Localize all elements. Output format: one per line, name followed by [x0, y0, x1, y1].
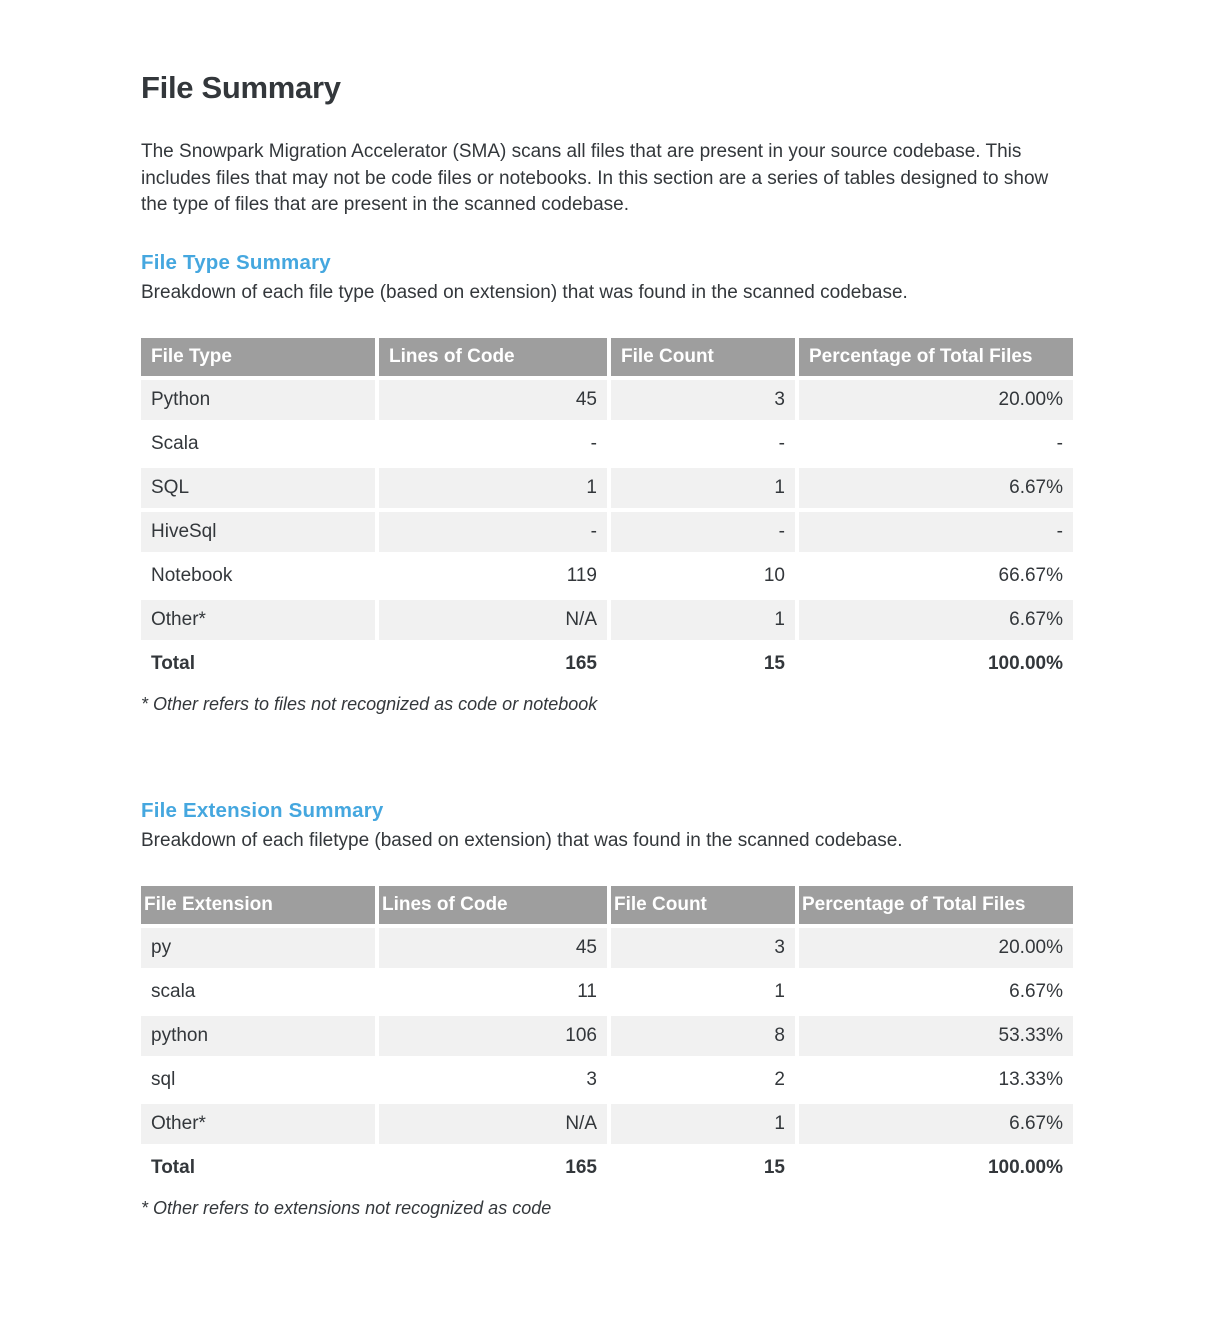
value-cell: 6.67% [799, 600, 1073, 640]
column-header: File Type [141, 338, 375, 376]
row-label-cell: Total [141, 644, 375, 684]
file-extension-summary-table [137, 882, 1077, 1192]
row-label-cell: sql [141, 1060, 375, 1100]
value-cell: - [799, 424, 1073, 464]
value-cell: - [379, 424, 607, 464]
value-cell: N/A [379, 600, 607, 640]
value-cell: 100.00% [799, 644, 1073, 684]
row-label-cell: Other* [141, 1104, 375, 1144]
row-label-cell: Python [141, 380, 375, 420]
column-header: File Extension [141, 886, 375, 924]
table-row [141, 512, 1073, 552]
file-type-summary-table [137, 334, 1077, 688]
section-description-file-type: Breakdown of each file type (based on extension) that was found in the scanned codebase. [141, 281, 908, 303]
value-cell: 100.00% [799, 1148, 1073, 1188]
value-cell: 1 [611, 468, 795, 508]
row-label-cell: SQL [141, 468, 375, 508]
value-cell: 1 [379, 468, 607, 508]
value-cell: 119 [379, 556, 607, 596]
row-label-cell: Scala [141, 424, 375, 464]
table-row [141, 556, 1073, 596]
row-label-cell: python [141, 1016, 375, 1056]
value-cell: 1 [611, 1104, 795, 1144]
section-file-extension-summary [141, 800, 1077, 1220]
column-header: Lines of Code [379, 338, 607, 376]
table-row [141, 424, 1073, 464]
value-cell: - [611, 424, 795, 464]
row-label-cell: scala [141, 972, 375, 1012]
table-row [141, 468, 1073, 508]
row-label-cell: Total [141, 1148, 375, 1188]
page-title: File Summary [141, 70, 341, 105]
value-cell: - [799, 512, 1073, 552]
column-header: File Count [611, 886, 795, 924]
table-row [141, 1148, 1073, 1188]
column-header: Lines of Code [379, 886, 607, 924]
file-type-footnote: * Other refers to files not recognized as code or notebook [141, 693, 598, 714]
value-cell: - [379, 512, 607, 552]
value-cell: N/A [379, 1104, 607, 1144]
value-cell: 20.00% [799, 928, 1073, 968]
value-cell: 20.00% [799, 380, 1073, 420]
value-cell: 11 [379, 972, 607, 1012]
value-cell: 6.67% [799, 972, 1073, 1012]
table-header-row [141, 886, 1073, 924]
row-label-cell: Notebook [141, 556, 375, 596]
value-cell: 15 [611, 644, 795, 684]
value-cell: 3 [611, 928, 795, 968]
row-label-cell: HiveSql [141, 512, 375, 552]
column-header: Percentage of Total Files [799, 886, 1073, 924]
section-file-type-summary [141, 252, 1077, 716]
table-row [141, 972, 1073, 1012]
document-content [141, 72, 1077, 1220]
section-description-file-extension: Breakdown of each filetype (based on extension) that was found in the scanned codebase. [141, 829, 903, 851]
row-label-cell: py [141, 928, 375, 968]
value-cell: 1 [611, 600, 795, 640]
table-row [141, 1016, 1073, 1056]
value-cell: 45 [379, 380, 607, 420]
value-cell: 53.33% [799, 1016, 1073, 1056]
value-cell: 6.67% [799, 468, 1073, 508]
table-row [141, 1060, 1073, 1100]
value-cell: 13.33% [799, 1060, 1073, 1100]
value-cell: 106 [379, 1016, 607, 1056]
value-cell: 3 [379, 1060, 607, 1100]
table-row [141, 1104, 1073, 1144]
value-cell: - [611, 512, 795, 552]
value-cell: 10 [611, 556, 795, 596]
section-heading-file-extension-summary: File Extension Summary [141, 798, 384, 822]
table-row [141, 644, 1073, 684]
intro-paragraph: The Snowpark Migration Accelerator (SMA) scans all files that are present in your source codebase. This includes files that may not be code files or notebooks. In this section are a series of tables designed to show the type of files that are present in the scanned codebase. [141, 141, 1049, 215]
value-cell: 165 [379, 1148, 607, 1188]
value-cell: 3 [611, 380, 795, 420]
value-cell: 1 [611, 972, 795, 1012]
value-cell: 6.67% [799, 1104, 1073, 1144]
value-cell: 165 [379, 644, 607, 684]
value-cell: 8 [611, 1016, 795, 1056]
section-heading-file-type-summary: File Type Summary [141, 250, 331, 274]
value-cell: 45 [379, 928, 607, 968]
table-row [141, 380, 1073, 420]
file-extension-footnote: * Other refers to extensions not recognized as code [141, 1197, 552, 1218]
value-cell: 2 [611, 1060, 795, 1100]
value-cell: 15 [611, 1148, 795, 1188]
table-header-row [141, 338, 1073, 376]
column-header: File Count [611, 338, 795, 376]
table-row [141, 600, 1073, 640]
row-label-cell: Other* [141, 600, 375, 640]
value-cell: 66.67% [799, 556, 1073, 596]
table-row [141, 928, 1073, 968]
column-header: Percentage of Total Files [799, 338, 1073, 376]
